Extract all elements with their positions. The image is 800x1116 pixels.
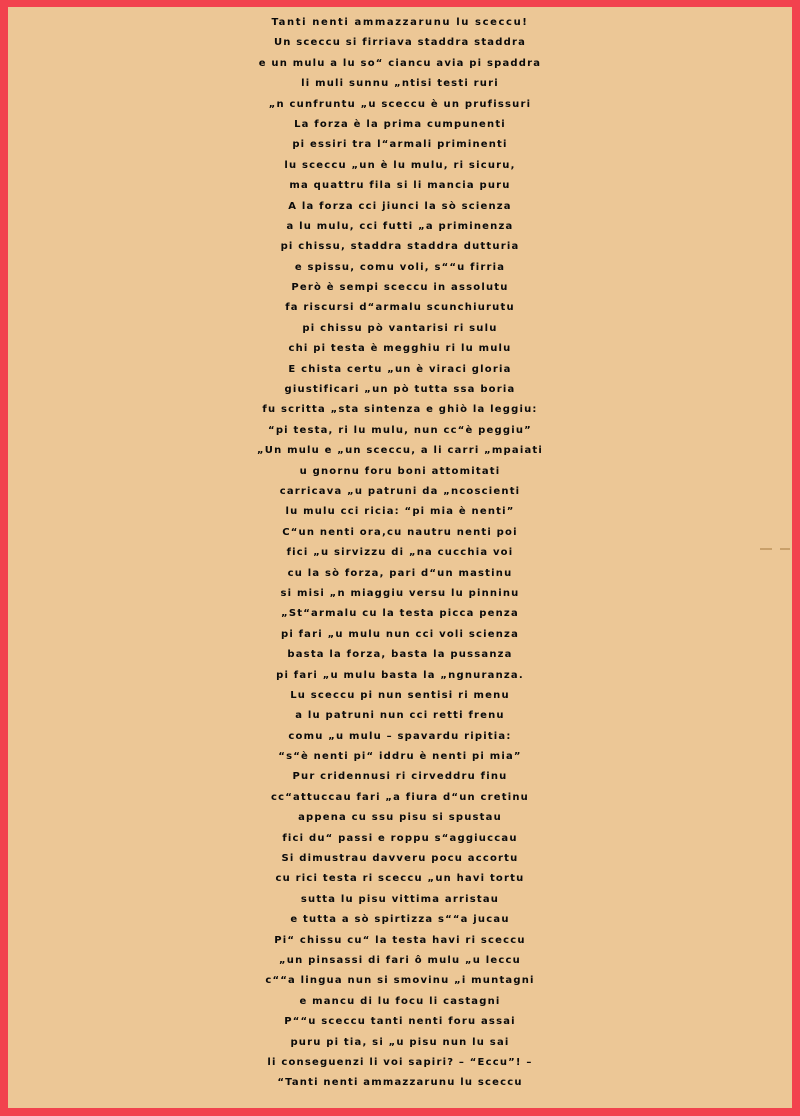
poem-line: cu rici testa ri sceccu „un havi tortu <box>275 873 525 885</box>
decorative-dash <box>760 548 772 550</box>
poem-line: a lu patruni nun cci retti frenu <box>295 710 505 722</box>
poem-line: C“un nenti ora,cu nautru nenti poi <box>282 526 518 538</box>
poem-line: basta la forza, basta la pussanza <box>287 649 513 661</box>
poem-line: La forza è la prima cumpunenti <box>294 118 506 130</box>
poem-line: ma quattru fila si li mancia puru <box>289 180 511 192</box>
poem-line: „n cunfruntu „u sceccu è un prufissuri <box>268 98 532 110</box>
poem-line: “s“è nenti pi“ iddru è nenti pi mia” <box>278 751 522 763</box>
poem-line: e mancu di lu focu li castagni <box>299 995 501 1007</box>
poem-line: puru pi tia, si „u pisu nun lu sai <box>290 1036 510 1048</box>
poem-line: fa riscursi d“armalu scunchiurutu <box>285 302 515 314</box>
poem-line: “pi testa, ri lu mulu, nun cc“è peggiu” <box>268 424 532 436</box>
poem-line: li muli sunnu „ntisi testi ruri <box>301 78 499 90</box>
poem-text <box>8 13 792 1094</box>
poem-line: „St“armalu cu la testa picca penza <box>281 608 519 620</box>
poem-line: P““u sceccu tanti nenti foru assai <box>284 1016 516 1028</box>
poem-line: pi fari „u mulu basta la „ngnuranza. <box>276 669 524 681</box>
poem-line: e spissu, comu voli, s““u firria <box>294 261 506 273</box>
poem-poster <box>8 7 792 1108</box>
poem-line: „un pinsassi di fari ô mulu „u leccu <box>279 954 521 966</box>
poem-line: lu sceccu „un è lu mulu, ri sicuru, <box>284 159 516 171</box>
poem-line: pi fari „u mulu nun cci voli scienza <box>280 628 520 640</box>
poem-line: “Tanti nenti ammazzarunu lu sceccu <box>277 1077 523 1089</box>
poem-line: li conseguenzi li voi sapiri? – “Eccu”! – <box>267 1056 533 1068</box>
poem-line: Però è sempi sceccu in assolutu <box>291 282 509 294</box>
poem-line: Si dimustrau davveru pocu accortu <box>281 853 519 865</box>
poem-line: pi chissu, staddra staddra dutturia <box>280 241 520 253</box>
poem-line: fu scritta „sta sintenza e ghiò la leggiu: <box>262 404 538 416</box>
poem-line: pi essiri tra l“armali priminenti <box>292 139 508 151</box>
poem-line: sutta lu pisu vittima arristau <box>300 893 500 905</box>
poem-line: u gnornu foru boni attomitati <box>299 465 501 477</box>
poem-line: appena cu ssu pisu si spustau <box>298 812 502 824</box>
poem-line: e tutta a sò spirtizza s““a jucau <box>290 914 510 926</box>
poem-line: A la forza cci jiunci la sò scienza <box>288 200 512 212</box>
poem-line: „Un mulu e „un sceccu, a li carri „mpaiati <box>256 445 544 457</box>
poem-line: fici „u sirvizzu di „na cucchia voi <box>286 547 514 559</box>
poem-line: e un mulu a lu so“ ciancu avia pi spaddra <box>258 57 542 69</box>
poem-line: giustificari „un pò tutta ssa boria <box>284 384 516 396</box>
poem-line: Lu sceccu pi nun sentisi ri menu <box>290 689 510 701</box>
poem-line: fici du“ passi e roppu s“aggiuccau <box>282 832 518 844</box>
poem-line: chi pi testa è megghiu ri lu mulu <box>288 343 512 355</box>
poem-line: cu la sò forza, pari d“un mastinu <box>287 567 513 579</box>
poem-line: si misi „n miaggiu versu lu pinninu <box>280 587 520 599</box>
poem-line: cc“attuccau fari „a fiura d“un cretinu <box>271 791 529 803</box>
poem-line: a lu mulu, cci futti „a priminenza <box>286 220 514 232</box>
poem-line: c““a lingua nun si smovinu „i muntagni <box>265 975 535 987</box>
poem-title: Tanti nenti ammazzarunu lu sceccu! <box>271 17 529 28</box>
decorative-dash <box>780 548 790 550</box>
poem-line: Pur cridennusi ri cirveddru finu <box>292 771 508 783</box>
poem-line: comu „u mulu – spavardu ripitia: <box>288 730 512 742</box>
poem-line: pi chissu pò vantarisi ri sulu <box>302 322 498 334</box>
poem-line: Un sceccu si firriava staddra staddra <box>273 37 527 49</box>
poem-line: lu mulu cci ricia: “pi mia è nenti” <box>285 506 515 518</box>
poem-line: Pi“ chissu cu“ la testa havi ri sceccu <box>274 934 526 946</box>
poem-line: carricava „u patruni da „ncoscienti <box>279 485 521 497</box>
poem-line: E chista certu „un è viraci gloria <box>288 363 512 375</box>
